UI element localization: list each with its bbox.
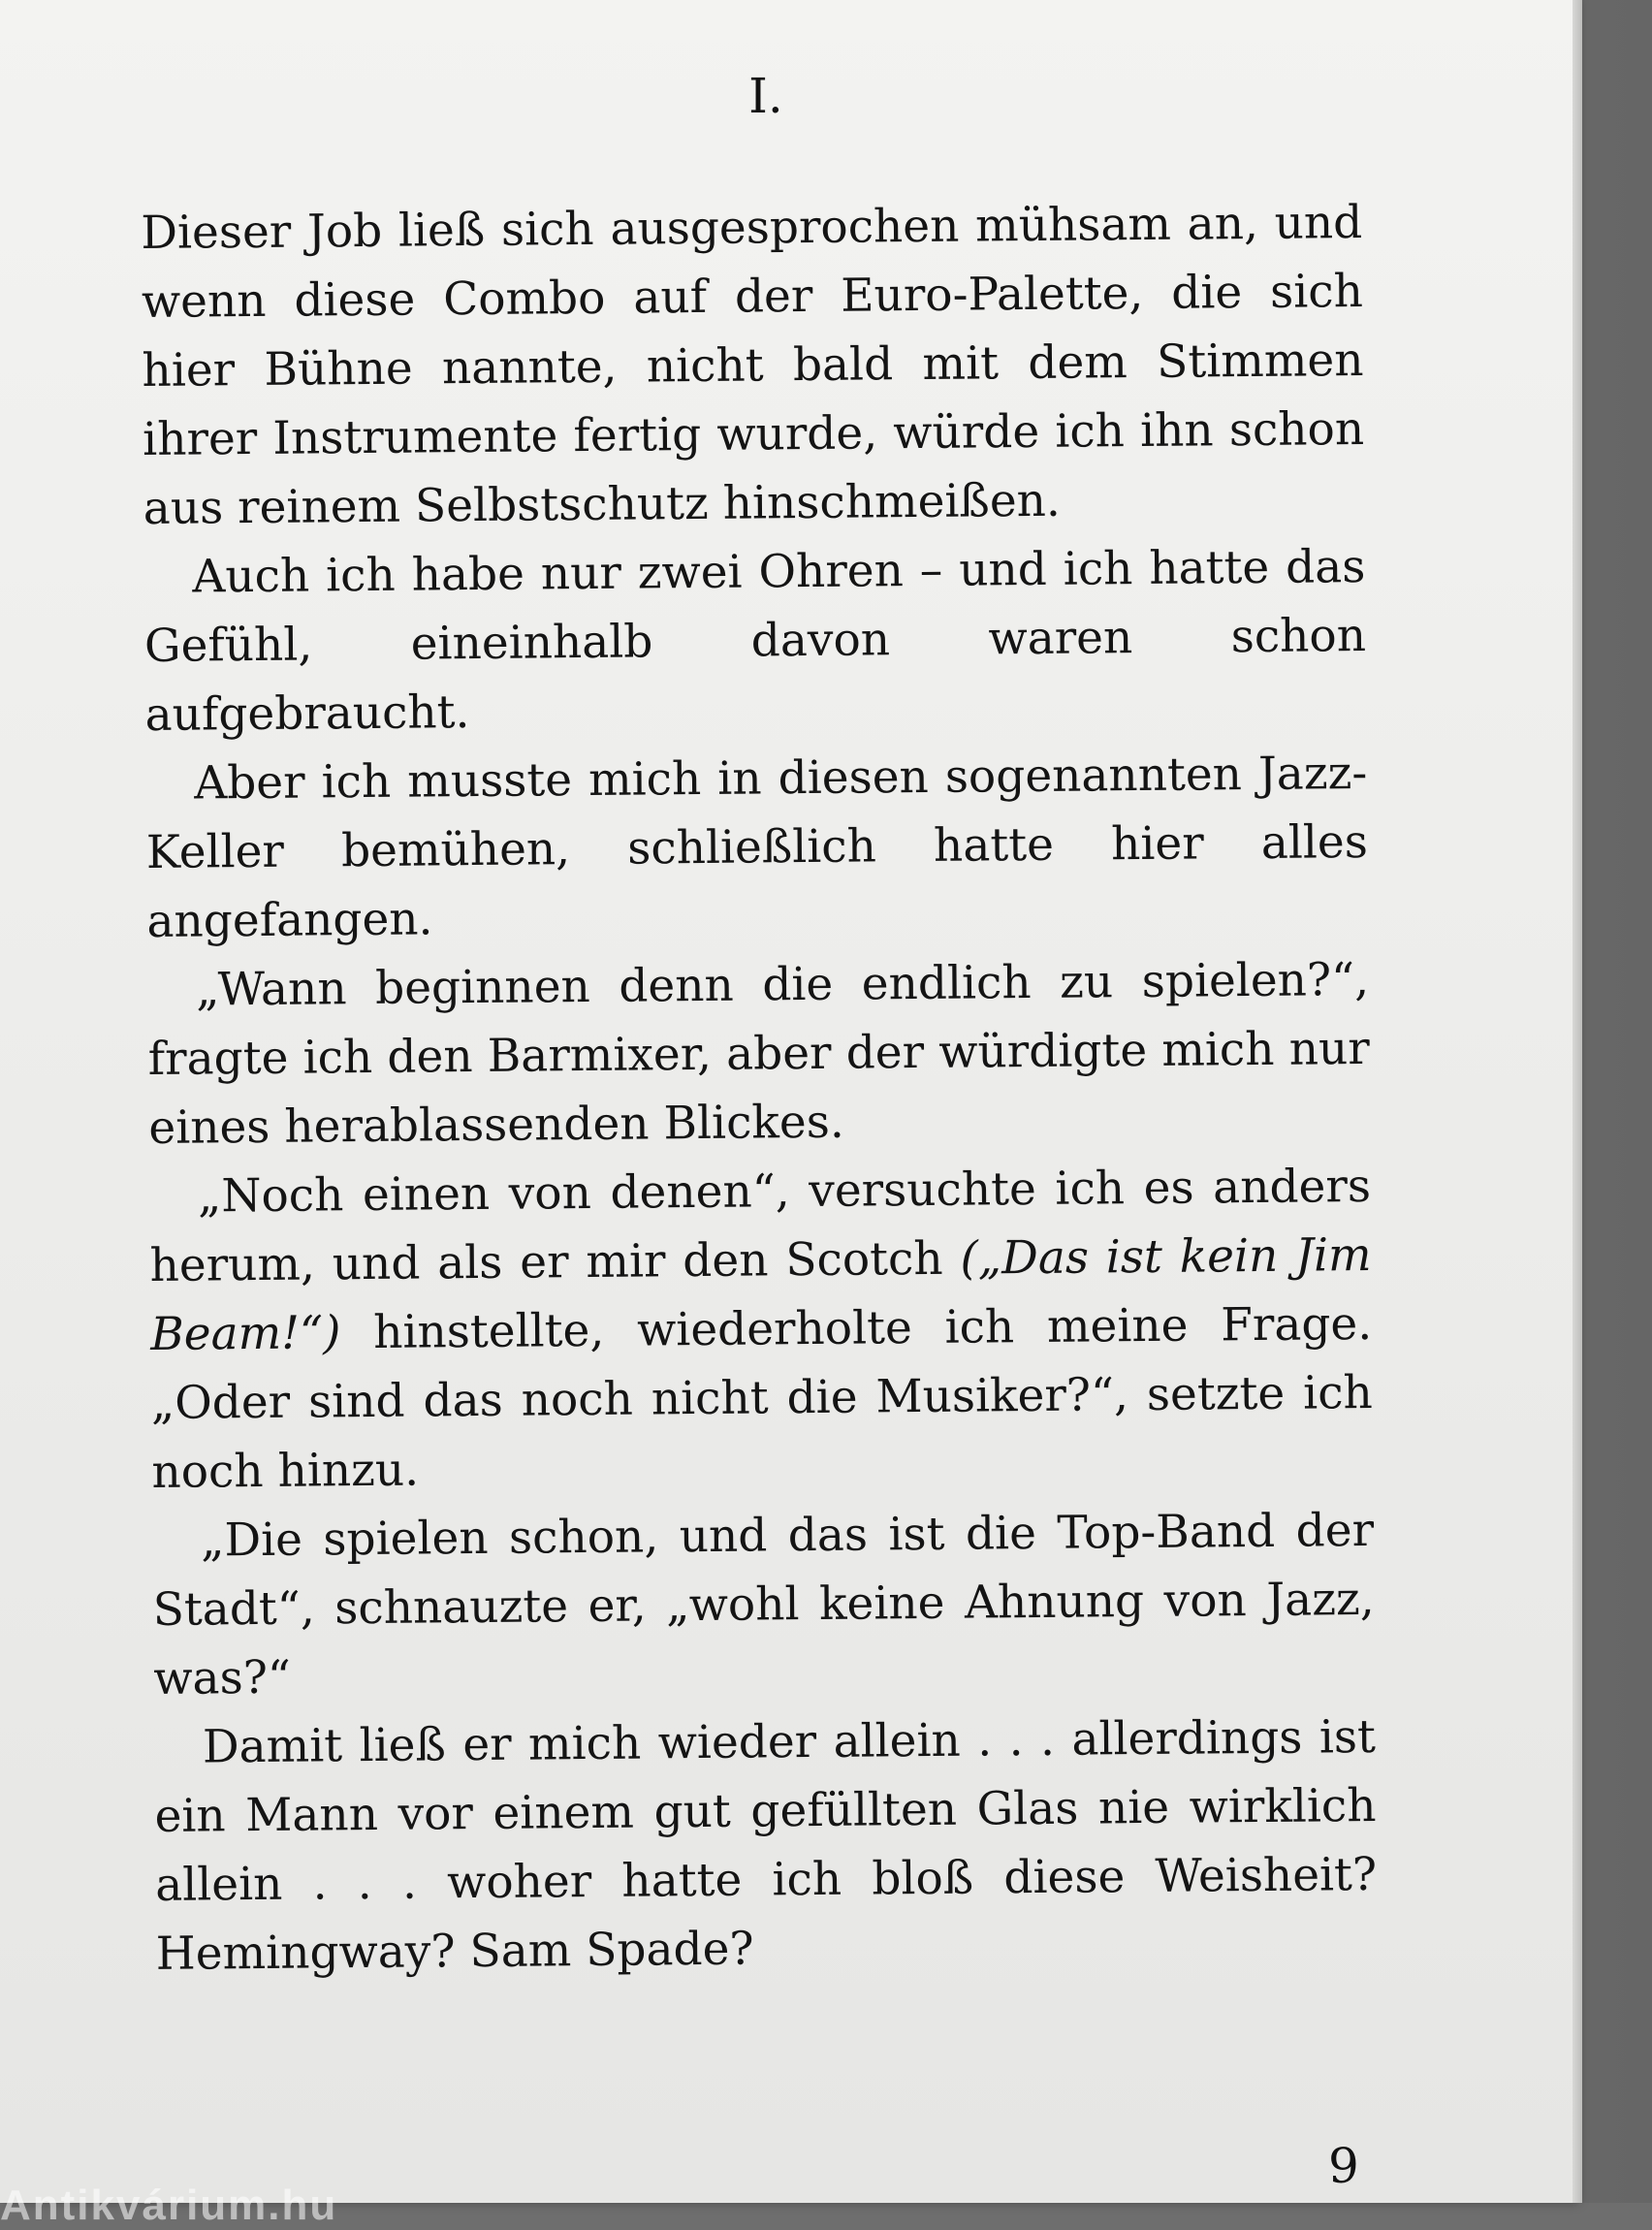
paragraph [147, 945, 1371, 1163]
paragraph [141, 188, 1365, 543]
text-segment: hinstellte, wiederholte ich meine Frage. „Oder sind das noch nicht die Musiker?“, setzte ich noch hinzu. [150, 1296, 1374, 1499]
page-number: 9 [1328, 2138, 1359, 2194]
page-edge [1573, 0, 1582, 2203]
text-segment: Damit ließ er mich wieder allein . . . allerdings ist ein Mann vor einem gut gefüllten Glas nie wirklich allein . . . woher hatte ich bloß diese Weisheit? Hemingway? Sam Spade? [154, 1709, 1378, 1981]
text-segment: „Die spielen schon, und das ist die Top-Band der Stadt“, schnauzte er, „wohl keine Ahnung von Jazz, was?“ [152, 1503, 1375, 1705]
body-text [141, 188, 1378, 1989]
paragraph [149, 1152, 1374, 1507]
paragraph [145, 739, 1369, 956]
chapter-heading: I. [748, 68, 783, 124]
text-segment: Auch ich habe nur zwei Ohren – und ich hatte das Gefühl, eineinhalb davon waren schon aufgebraucht. [143, 539, 1367, 742]
text-segment: „Wann beginnen denn die endlich zu spielen?“, fragte ich den Barmixer, aber der würdigte mich nur eines herablassenden Blickes. [147, 952, 1370, 1155]
text-segment: „Noch einen von denen“, versuchte ich es anders herum, und als er mir den Scotch [149, 1159, 1372, 1292]
text-segment: Dieser Job ließ sich ausgesprochen mühsam an, und wenn diese Combo auf der Euro-Palette, die sich hier Bühne nannte, nicht bald mit dem Stimmen ihrer Instrumente fertig wurde, würde ich ihn schon aus reinem Selbstschutz hinschmeißen. [141, 196, 1365, 535]
paragraph [154, 1703, 1378, 1989]
italic-quote: („Das ist kein Jim Beam!“) [149, 1227, 1372, 1361]
paragraph [152, 1496, 1376, 1713]
text-segment: Aber ich musste mich in diesen sogenannten Jazz-Keller bemühen, schließlich hatte hier alles angefangen. [145, 746, 1369, 948]
paragraph [143, 532, 1367, 749]
watermark-logo: Antikvárium.hu [0, 2182, 338, 2229]
